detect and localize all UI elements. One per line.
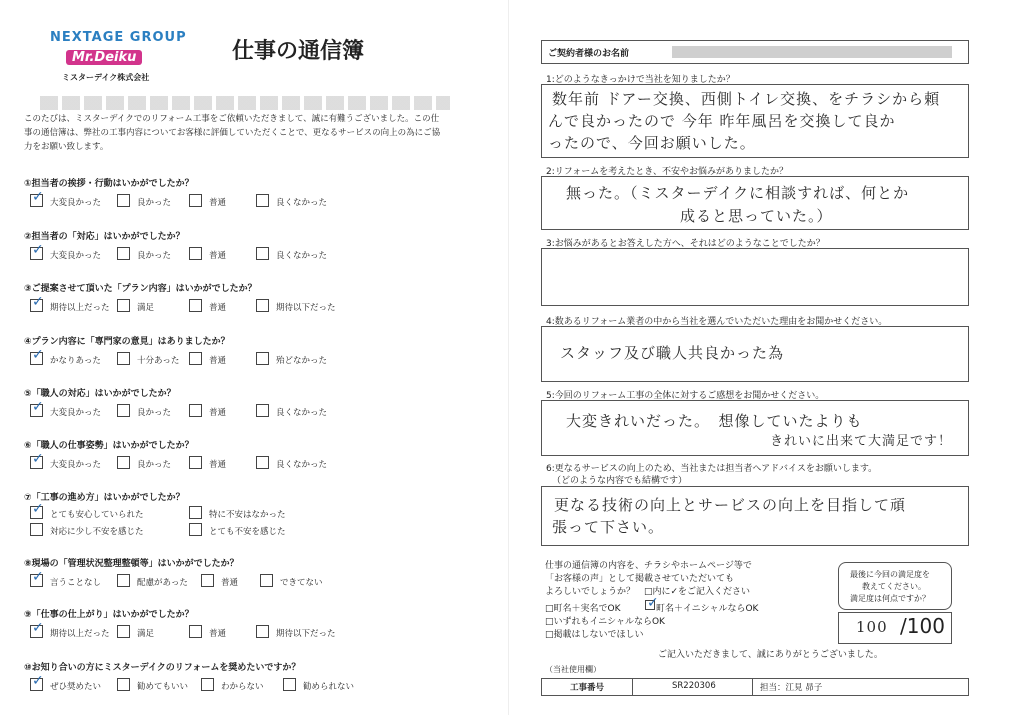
q1-opt1: 大変良かった	[50, 198, 102, 208]
q9-opt4: 期待以下だった	[276, 629, 336, 639]
q10-opt3: わからない	[221, 682, 264, 692]
work-no-divider	[632, 678, 633, 696]
q8-opt3: 普通	[221, 578, 239, 588]
q4-opt2: 十分あった	[137, 356, 180, 366]
q10-opt4-checkbox[interactable]	[283, 678, 296, 691]
r6-answer-line1: 更なる技術の向上とサービスの向上を目指して頑	[554, 496, 907, 514]
q5-opt2: 良かった	[137, 408, 172, 418]
q6-opt3-checkbox[interactable]	[189, 456, 202, 469]
work-no-label: 工事番号	[570, 683, 605, 693]
q3-opt1: 期待以上だった	[50, 303, 110, 313]
q3-opt3-checkbox[interactable]	[189, 299, 202, 312]
q7-opt1: とても安心していられた	[50, 510, 144, 520]
q2-opt2-checkbox[interactable]	[117, 247, 130, 260]
r2-answer-line2: 成ると思っていた。）	[680, 207, 833, 225]
q3-opt4: 期待以下だった	[276, 303, 336, 313]
q8-opt2-checkbox[interactable]	[117, 574, 130, 587]
r5-question: 5:今回のリフォーム工事の全体に対するご感想をお聞かせください。	[546, 391, 825, 401]
publish-opt2-checkbox[interactable]	[645, 600, 655, 610]
q2-opt4-checkbox[interactable]	[256, 247, 269, 260]
q2-opt2: 良かった	[137, 251, 172, 261]
score-max: /100	[900, 614, 945, 638]
q5-opt4: 良くなかった	[276, 408, 328, 418]
q5-opt4-checkbox[interactable]	[256, 404, 269, 417]
q4-opt4-checkbox[interactable]	[256, 352, 269, 365]
q10-opt4: 勧められない	[303, 682, 355, 692]
r3-answer-box	[541, 248, 969, 306]
q4-opt2-checkbox[interactable]	[117, 352, 130, 365]
page-title: 仕事の通信簿	[232, 39, 365, 64]
publish-opt1[interactable]: □町名＋実名でOK	[545, 604, 621, 614]
q7-opt3: 対応に少し不安を感じた	[50, 527, 144, 537]
q9-opt3-checkbox[interactable]	[189, 625, 202, 638]
q3-opt2-checkbox[interactable]	[117, 299, 130, 312]
q6-opt4: 良くなかった	[276, 460, 328, 470]
question-1: ①担当者の挨拶・行動はいかがでしたか？	[24, 179, 194, 189]
q8-opt1: 言うことなし	[50, 578, 102, 588]
q5-opt1-checkbox[interactable]	[30, 404, 43, 417]
q3-opt1-checkbox[interactable]	[30, 299, 43, 312]
q3-opt3: 普通	[209, 303, 227, 313]
q5-opt2-checkbox[interactable]	[117, 404, 130, 417]
q8-opt4-checkbox[interactable]	[260, 574, 273, 587]
q2-opt1-checkbox[interactable]	[30, 247, 43, 260]
q10-opt1-checkbox[interactable]	[30, 678, 43, 691]
q2-opt4: 良くなかった	[276, 251, 328, 261]
r4-answer-line1: スタッフ及び職人共良かった為	[560, 344, 785, 362]
page-divider	[508, 0, 509, 715]
q6-opt2: 良かった	[137, 460, 172, 470]
intro-text: このたびは、ミスターデイクでのリフォーム工事をご依頼いただきまして、誠に有難うございました。この仕事の通信簿は、弊社の工事内容についてお客様に評価していただくことで、更なるサービスの向上の為にご協力をお願い致します。	[24, 114, 441, 152]
company-name: ミスターデイク株式会社	[62, 73, 150, 82]
q7-opt2: 特に不安はなかった	[209, 510, 286, 520]
q7-opt3-checkbox[interactable]	[30, 523, 43, 536]
r6-question: 6:更なるサービスの向上のため、当社または担当者へアドバイスをお願いします。	[546, 464, 878, 474]
q1-opt3-checkbox[interactable]	[189, 194, 202, 207]
work-no-value: SR220306	[672, 681, 716, 691]
r1-answer-line1: 数年前 ドアー交換、西側トイレ交換、をチラシから頼	[552, 90, 941, 108]
question-7: ⑦「工事の進め方」はいかがでしたか？	[24, 493, 185, 503]
q9-opt3: 普通	[209, 629, 227, 639]
q7-opt2-checkbox[interactable]	[189, 506, 202, 519]
q7-opt4: とても不安を感じた	[209, 527, 286, 537]
q6-opt4-checkbox[interactable]	[256, 456, 269, 469]
q5-opt1: 大変良かった	[50, 408, 102, 418]
publish-opt2[interactable]: 町名＋イニシャルならOK	[656, 604, 759, 614]
q8-opt4: できてない	[280, 578, 323, 588]
q5-opt3: 普通	[209, 408, 227, 418]
q4-opt4: 殆どなかった	[276, 356, 328, 366]
publish-opt4[interactable]: □掲載はしないでほしい	[545, 630, 644, 640]
question-10: ⑩お知り合いの方にミスターデイクのリフォームを奨めたいですか？	[24, 663, 301, 673]
r1-answer-line2: んで良かったので 今年 昨年風呂を交換して良か	[548, 112, 896, 130]
question-6: ⑥「職人の仕事姿勢」はいかがでしたか？	[24, 441, 194, 451]
q1-opt4: 良くなかった	[276, 198, 328, 208]
score-prompt1: 最後に今回の満足度を	[850, 570, 930, 579]
q2-opt3: 普通	[209, 251, 227, 261]
q5-opt3-checkbox[interactable]	[189, 404, 202, 417]
q8-opt2: 配慮があった	[137, 578, 188, 588]
publish-opt3[interactable]: □いずれもイニシャルならOK	[545, 617, 665, 627]
r3-question: 3:お悩みがあるとお答えした方へ、それはどのようなことでしたか？	[546, 239, 825, 249]
customer-name-label: ご契約者様のお名前	[548, 49, 630, 59]
question-2: ②担当者の「対応」はいかがでしたか？	[24, 232, 185, 242]
q1-opt1-checkbox[interactable]	[30, 194, 43, 207]
thanks-text: ご記入いただきまして、誠にありがとうございました。	[658, 650, 883, 660]
question-8: ⑧現場の「管理状況整理整頓等」はいかがでしたか？	[24, 559, 239, 569]
r2-answer-line1: 無った。（ミスターデイクに相談すれば、何とか	[566, 184, 910, 202]
office-use-box	[541, 678, 969, 696]
q3-opt4-checkbox[interactable]	[256, 299, 269, 312]
publish-line3: よろしいでしょうか？ □内に✓をご記入ください	[545, 587, 751, 597]
q1-opt3: 普通	[209, 198, 227, 208]
customer-name-redacted	[672, 46, 952, 58]
q4-opt1-checkbox[interactable]	[30, 352, 43, 365]
q9-opt4-checkbox[interactable]	[256, 625, 269, 638]
q9-opt1: 期待以上だった	[50, 629, 110, 639]
r2-question: 2:リフォームを考えたとき、不安やお悩みがありましたか？	[546, 167, 788, 177]
q4-opt3: 普通	[209, 356, 227, 366]
q4-opt1: かなりあった	[50, 356, 101, 366]
staff-name: 担当：江見 昴子	[760, 683, 823, 693]
q1-opt2: 良かった	[137, 198, 172, 208]
q9-opt2: 満足	[137, 629, 155, 639]
r6-question-note: （どのような内容でも結構です）	[552, 476, 688, 486]
r5-answer-line2: きれいに出来て大満足です！	[770, 434, 953, 449]
r6-answer-line2: 張って下さい。	[552, 518, 665, 536]
q10-opt3-checkbox[interactable]	[201, 678, 214, 691]
r1-answer-line3: ったので、今回お願いした。	[548, 134, 756, 152]
customer-info-band	[40, 96, 450, 110]
q8-opt3-checkbox[interactable]	[201, 574, 214, 587]
r5-answer-line1: 大変きれいだった。 想像していたよりも	[566, 412, 863, 430]
group-logo: NEXTAGE GROUP	[50, 30, 187, 45]
q3-opt2: 満足	[137, 303, 155, 313]
r4-question: 4:数あるリフォーム業者の中から当社を選んでいただいた理由をお聞かせください。	[546, 317, 888, 327]
q10-opt1: ぜひ奨めたい	[50, 682, 102, 692]
q10-opt2-checkbox[interactable]	[117, 678, 130, 691]
q2-opt3-checkbox[interactable]	[189, 247, 202, 260]
q6-opt3: 普通	[209, 460, 227, 470]
score-value[interactable]: 100	[856, 618, 888, 636]
q6-opt1: 大変良かった	[50, 460, 102, 470]
q4-opt3-checkbox[interactable]	[189, 352, 202, 365]
q1-opt2-checkbox[interactable]	[117, 194, 130, 207]
office-use-label: （当社使用欄）	[545, 665, 601, 674]
question-9: ⑨「仕事の仕上がり」はいかがでしたか？	[24, 610, 194, 620]
q7-opt1-checkbox[interactable]	[30, 506, 43, 519]
q6-opt1-checkbox[interactable]	[30, 456, 43, 469]
q9-opt2-checkbox[interactable]	[117, 625, 130, 638]
question-5: ⑤「職人の対応」はいかがでしたか？	[24, 389, 176, 399]
brand-logo: Mr.Deiku	[66, 50, 142, 65]
q8-opt1-checkbox[interactable]	[30, 574, 43, 587]
q10-opt2: 勧めてもいい	[137, 682, 189, 692]
q6-opt2-checkbox[interactable]	[117, 456, 130, 469]
q7-opt4-checkbox[interactable]	[189, 523, 202, 536]
staff-divider	[752, 678, 753, 696]
q2-opt1: 大変良かった	[50, 251, 102, 261]
publish-line2: 「お客様の声」として掲載させていただいても	[545, 574, 735, 584]
r1-question: 1:どのようなきっかけで当社を知りましたか？	[546, 75, 735, 85]
q9-opt1-checkbox[interactable]	[30, 625, 43, 638]
publish-line1: 仕事の通信簿の内容を、チラシやホームページ等で	[545, 561, 752, 571]
q1-opt4-checkbox[interactable]	[256, 194, 269, 207]
question-4: ④プラン内容に「専門家の意見」はありましたか？	[24, 337, 230, 347]
score-prompt2: 教えてください。	[862, 582, 926, 591]
score-prompt3: 満足度は何点ですか？	[850, 594, 930, 603]
question-3: ③ご提案させて頂いた「プラン内容」はいかがでしたか？	[24, 284, 257, 294]
